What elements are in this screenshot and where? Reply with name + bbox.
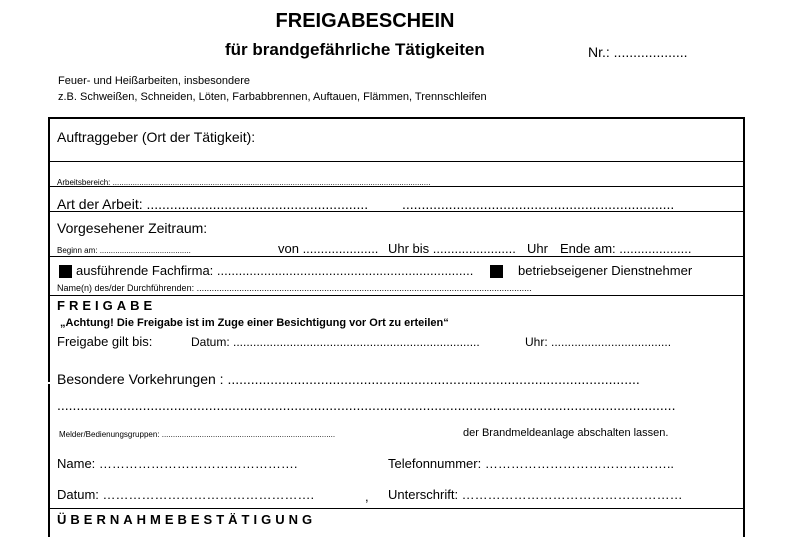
uhr-label: Uhr (527, 241, 548, 256)
intro-line-2: z.B. Schweißen, Schneiden, Löten, Farbabbrennen, Auftauen, Flämmen, Trennschleifen (58, 91, 487, 103)
intro-line-1: Feuer- und Heißarbeiten, insbesondere (58, 75, 251, 87)
uhr-bis-field[interactable]: Uhr bis ....................... (388, 241, 516, 256)
number-field[interactable]: Nr.: ................... (588, 44, 688, 60)
art-der-arbeit-field[interactable]: Art der Arbeit: ......................................................... (57, 196, 369, 212)
fachfirma-field[interactable]: ausführende Fachfirma: ....................................................................... (76, 263, 474, 278)
vorkehrungen-line-2[interactable]: ............................................................................................................................................................... (57, 397, 676, 413)
vorkehrungen-field[interactable]: Besondere Vorkehrungen : .......................................................................................................... (57, 371, 640, 387)
dienstnehmer-checkbox[interactable] (490, 265, 503, 278)
divider (48, 295, 745, 296)
durchfuehrende-field[interactable]: Name(n) des/der Durchführenden: ...................................................................................................................................... (57, 283, 532, 293)
datum-field[interactable]: Datum: …………………………………………. (57, 487, 315, 502)
comma: , (365, 489, 369, 504)
form-left-border-3 (48, 384, 50, 537)
brandmelde-text: der Brandmeldeanlage abschalten lassen. (463, 427, 669, 439)
form-right-border (743, 117, 745, 537)
art-der-arbeit-cont-field[interactable]: ...................................................................... (402, 196, 675, 212)
freigabe-datum-field[interactable]: Datum: .......................................................................... (191, 335, 480, 349)
dienstnehmer-label: betriebseigener Dienstnehmer (518, 263, 693, 278)
page-subtitle: für brandgefährliche Tätigkeiten (225, 40, 485, 59)
divider (48, 256, 745, 257)
unterschrift-field[interactable]: Unterschrift: …………………………………………… (388, 487, 683, 502)
beginn-am-field[interactable]: Beginn am: ......................................... (57, 246, 191, 255)
page-title: FREIGABESCHEIN (275, 10, 455, 32)
freigabe-heading: FREIGABE (57, 298, 157, 313)
arbeitsbereich-field[interactable]: Arbeitsbereich: ............................................................................................................................................... (57, 178, 431, 187)
freigabe-gilt-label: Freigabe gilt bis: (57, 334, 153, 349)
form-top-border (48, 117, 745, 119)
divider (48, 508, 745, 509)
form-left-border-2 (48, 352, 50, 382)
von-field[interactable]: von ..................... (278, 241, 379, 256)
telefon-field[interactable]: Telefonnummer: …………………………………….. (388, 456, 675, 471)
divider (48, 161, 745, 162)
uebernahme-heading: ÜBERNAHMEBESTÄTIGUNG (57, 512, 317, 527)
name-field[interactable]: Name: ………………………………………. (57, 456, 298, 471)
auftraggeber-field[interactable]: Auftraggeber (Ort der Tätigkeit): (57, 129, 256, 145)
form-left-border (48, 117, 50, 352)
achtung-note: „Achtung! Die Freigabe ist im Zuge einer Besichtigung vor Ort zu erteilen“ (60, 317, 449, 329)
ende-am-field[interactable]: Ende am: .................... (560, 241, 692, 256)
fachfirma-checkbox[interactable] (59, 265, 72, 278)
melder-field[interactable]: Melder/Bedienungsgruppen: .............................................................................. (59, 430, 336, 439)
freigabe-uhr-field[interactable]: Uhr: .................................... (525, 335, 672, 349)
zeitraum-label: Vorgesehener Zeitraum: (57, 220, 208, 236)
